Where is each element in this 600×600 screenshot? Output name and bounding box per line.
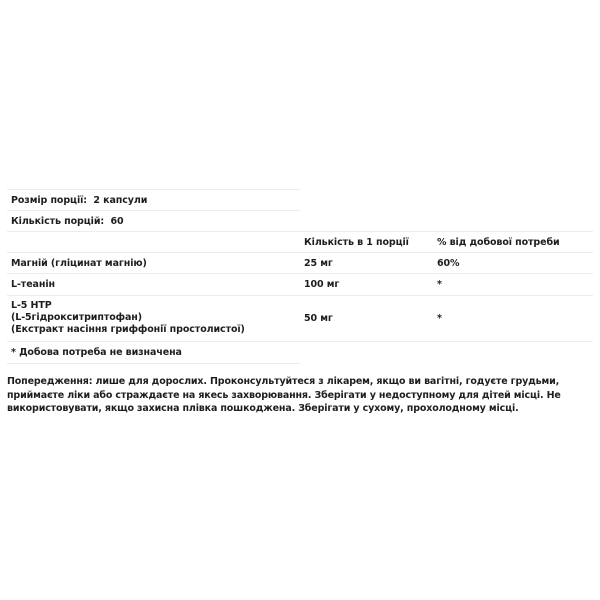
servings-count-label: Кількість порцій: bbox=[11, 216, 105, 227]
servings-count-value: 60 bbox=[110, 216, 124, 227]
divider bbox=[7, 231, 593, 232]
column-header-daily-value: % від добової потреби bbox=[437, 237, 560, 248]
divider bbox=[7, 189, 300, 190]
ingredient-amount: 100 мг bbox=[304, 279, 340, 290]
ingredient-amount: 25 мг bbox=[304, 258, 333, 269]
divider bbox=[7, 295, 593, 296]
warning-text: Попередження: лише для дорослих. Проконсультуйтеся з лікарем, якщо ви вагітні, годуєте грудьми, приймаєте ліки або страждаєте на якесь захворювання. Зберігати у недоступному для дітей місці. Не використовувати, якщо захисна плівка пошкоджена. Зберігати у сухому, прохолодному місці. bbox=[7, 376, 561, 414]
divider bbox=[7, 210, 300, 211]
footnote: * Добова потреба не визначена bbox=[11, 347, 182, 358]
ingredient-name-detail: (L-5гідрокситриптофан) bbox=[11, 312, 143, 323]
divider bbox=[7, 363, 300, 364]
ingredient-amount: 50 мг bbox=[304, 313, 333, 324]
column-header-amount: Кількість в 1 порції bbox=[304, 237, 409, 248]
serving-size-value: 2 капсули bbox=[93, 195, 148, 206]
serving-size bbox=[11, 195, 147, 206]
ingredient-daily-value: * bbox=[437, 279, 442, 290]
divider bbox=[7, 341, 593, 342]
ingredient-name: L-5 HTP bbox=[11, 300, 52, 311]
serving-size-label: Розмір порції: bbox=[11, 195, 87, 206]
ingredient-daily-value: * bbox=[437, 313, 442, 324]
divider bbox=[7, 252, 593, 253]
divider bbox=[7, 273, 593, 274]
ingredient-name: Магній (гліцинат магнію) bbox=[11, 258, 147, 269]
ingredient-name: L-теанін bbox=[11, 279, 55, 290]
servings-count bbox=[11, 216, 124, 227]
ingredient-daily-value: 60% bbox=[437, 258, 460, 269]
ingredient-source: (Екстракт насіння гриффонії простолистої) bbox=[11, 324, 245, 335]
